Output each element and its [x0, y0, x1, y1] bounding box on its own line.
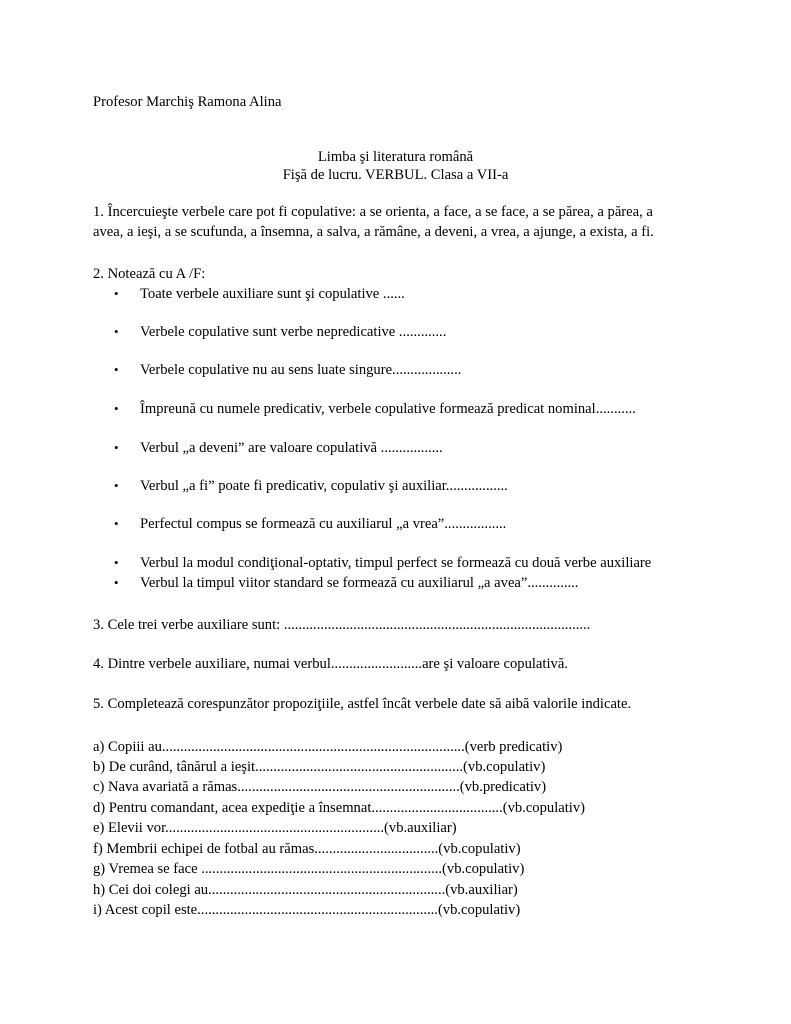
exercise2-item: [114, 574, 578, 592]
exercise2-item-text: Verbele copulative sunt verbe nepredicative .............: [140, 324, 447, 340]
bullet-icon: •: [114, 516, 119, 531]
worksheet-title: Fişă de lucru. VERBUL. Clasa a VII-a: [282, 167, 509, 183]
bullet-icon: •: [114, 362, 119, 377]
exercise2-item: [114, 515, 506, 533]
exercise2-heading: 2. Notează cu A /F:: [93, 266, 206, 282]
bullet-icon: •: [114, 324, 119, 339]
bullet-icon: •: [114, 555, 119, 570]
exercise2-item: [114, 439, 443, 457]
exercise5-heading: 5. Completează corespunzător propoziţiile, astfel încât verbele date să aibă valorile indicate.: [93, 696, 632, 712]
exercise2-item-text: Verbul la timpul viitor standard se formează cu auxiliarul „a avea”..............: [140, 575, 579, 591]
exercise2-item-text: Toate verbele auxiliare sunt şi copulative ......: [140, 286, 405, 302]
bullet-icon: •: [114, 286, 119, 301]
exercise5-item: e) Elevii vor............................................................(vb.auxiliar): [93, 820, 457, 836]
exercise2-item: [114, 477, 508, 495]
exercise5-item: d) Pentru comandant, acea expediţie a însemnat....................................(vb.copulativ): [93, 800, 585, 816]
exercise5-item: a) Copiii au...................................................................................(verb predicativ): [93, 739, 563, 755]
exercise2-item-text: Verbul la modul condiţional-optativ, timpul perfect se formează cu două verbe auxiliare: [140, 555, 652, 571]
exercise2-item: [114, 361, 461, 379]
exercise2-item-text: Verbele copulative nu au sens luate singure...................: [140, 362, 462, 378]
exercise1-line1: 1. Încercuieşte verbele care pot fi copulative: a se orienta, a face, a se face, a se părea, a părea, a: [93, 204, 653, 220]
bullet-icon: •: [114, 478, 119, 493]
exercise5-item: g) Vremea se face ..................................................................(vb.copulativ): [93, 861, 525, 877]
exercise5-item: i) Acest copil este..................................................................(vb.copulativ): [93, 902, 521, 918]
author-name: Profesor Marchiş Ramona Alina: [93, 94, 282, 110]
exercise1-line2: avea, a ieşi, a se scufunda, a însemna, a salva, a rămâne, a deveni, a vrea, a ajunge, a exista, a fi.: [93, 224, 654, 240]
exercise5-item: c) Nava avariată a rămas.............................................................(vb.predicativ): [93, 779, 547, 795]
exercise2-item-text: Perfectul compus se formează cu auxiliarul „a vrea”.................: [140, 516, 507, 532]
bullet-icon: •: [114, 440, 119, 455]
exercise2-item: [114, 323, 446, 341]
exercise5-item: b) De curând, tânărul a ieşit.........................................................(vb.copulativ): [93, 759, 546, 775]
exercise2-item: [114, 285, 405, 303]
exercise2-item: [114, 400, 636, 418]
exercise3-text: 3. Cele trei verbe auxiliare sunt: ....................................................................................: [93, 617, 591, 633]
exercise2-item-text: Verbul „a deveni” are valoare copulativă .................: [140, 440, 443, 456]
bullet-icon: •: [114, 401, 119, 416]
exercise2-item-text: Împreună cu numele predicativ, verbele copulative formează predicat nominal...........: [140, 401, 636, 417]
bullet-icon: •: [114, 575, 119, 590]
exercise5-item: f) Membrii echipei de fotbal au rămas..................................(vb.copulativ): [93, 841, 521, 857]
exercise2-item: [114, 554, 651, 572]
exercise4-text: 4. Dintre verbele auxiliare, numai verbul.........................are şi valoare copulativă.: [93, 656, 568, 672]
exercise5-item: h) Cei doi colegi au.................................................................(vb.auxiliar): [93, 882, 518, 898]
exercise2-item-text: Verbul „a fi” poate fi predicativ, copulativ şi auxiliar.................: [140, 478, 508, 494]
subject-title: Limba şi literatura română: [317, 149, 474, 165]
